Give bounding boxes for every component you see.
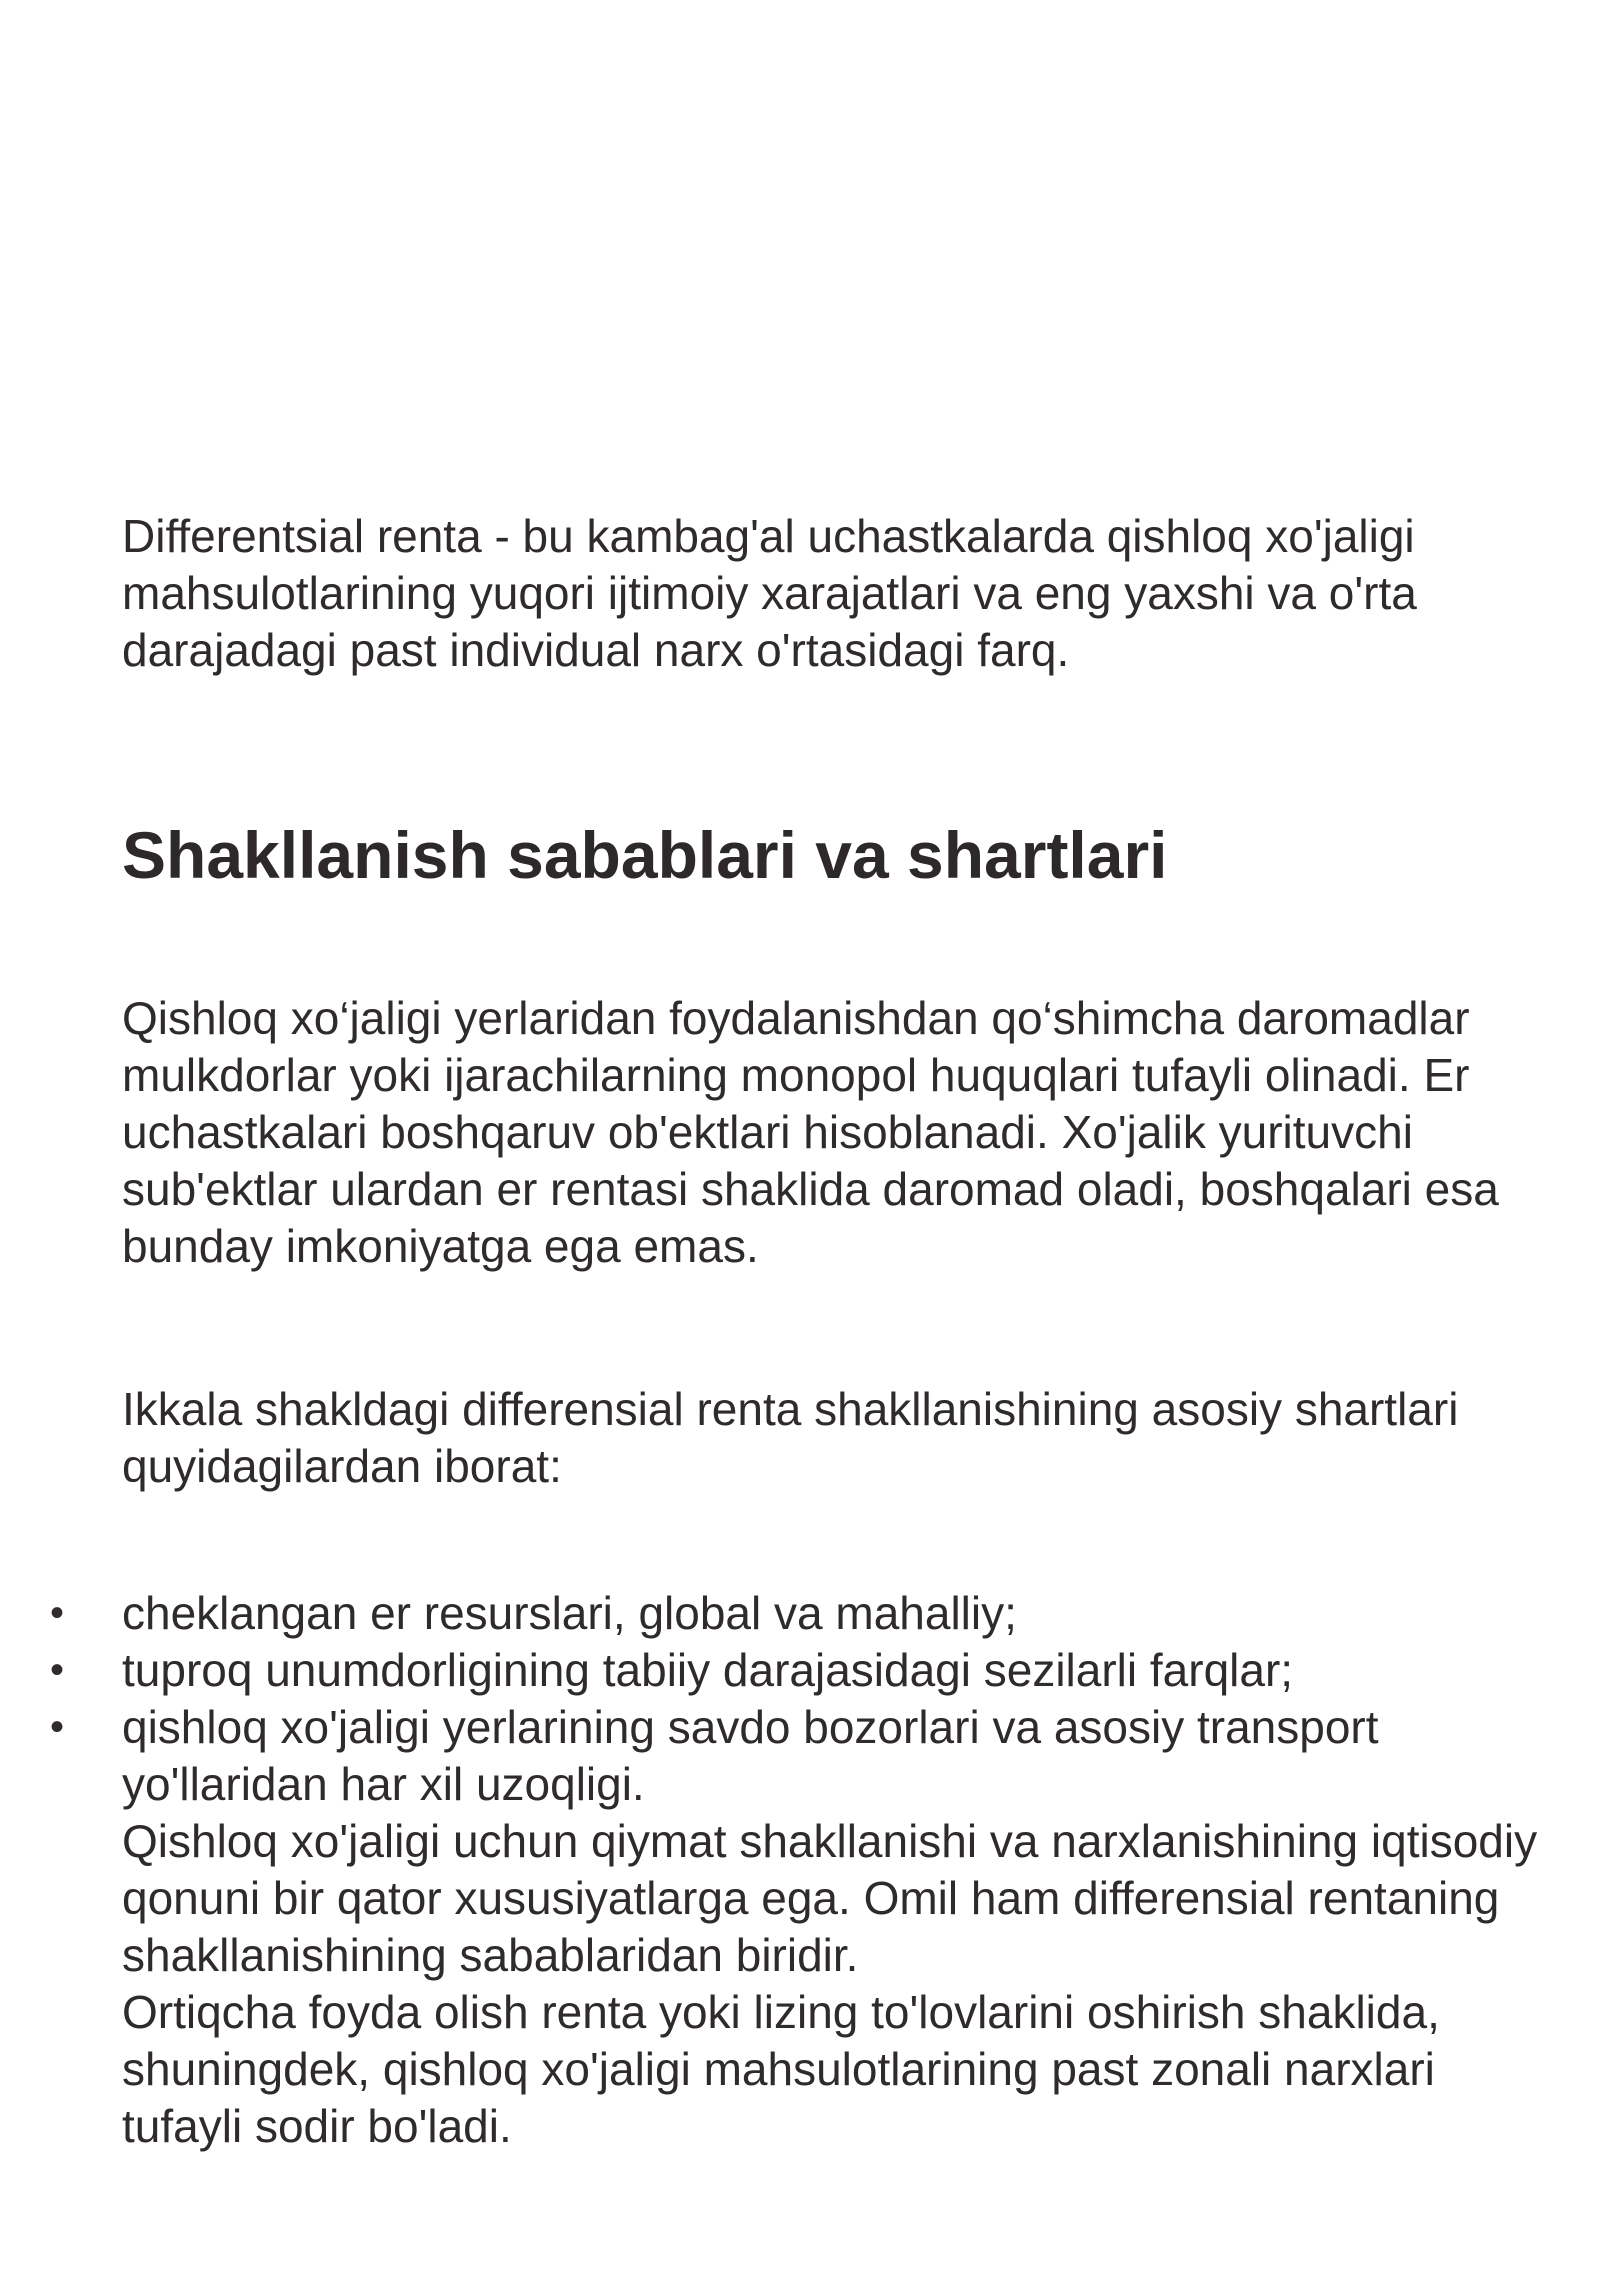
paragraph-excess-profit: Ortiqcha foyda olish renta yoki lizing to'lovlarini oshirish shaklida, shuningdek, qishloq xo'jaligi mahsulotlarining past zonali narxlari tufayli sodir bo'ladi.	[122, 1986, 1440, 2152]
paragraph-conditions-intro: Ikkala shakldagi differensial renta shakllanishining asosiy shartlari quyidagilardan iborat:	[122, 1383, 1459, 1492]
paragraph-ownership: Qishloq xo‘jaligi yerlaridan foydalanishdan qo‘shimcha daromadlar mulkdorlar yoki ijarachilarning monopol huquqlari tufayli olinadi. Er uchastkalari boshqaruv ob'ektlari hisoblanadi. Xo'jalik yurituvchi sub'ektlar ulardan er rentasi shaklida daromad oladi, boshqalari esa bunday imkoniyatga ega emas.	[122, 992, 1499, 1272]
list-item	[50, 1642, 1542, 1699]
bullet-icon: •	[50, 1705, 65, 1749]
section-heading: Shakllanish sabablari va shartlari	[122, 818, 1168, 892]
list-item-text: qishloq xo'jaligi yerlarining savdo bozorlari va asosiy transport yo'llaridan har xil uzoqligi.	[122, 1701, 1379, 1810]
paragraph-economic-law: Qishloq xo'jaligi uchun qiymat shakllanishi va narxlanishining iqtisodiy qonuni bir qator xususiyatlarga ega. Omil ham differensial rentaning shakllanishining sabablaridan biridir.	[122, 1815, 1538, 1981]
intro-paragraph: Differentsial renta - bu kambag'al uchastkalarda qishloq xo'jaligi mahsulotlarining yuqori ijtimoiy xarajatlari va eng yaxshi va o'rta darajadagi past individual narx o'rtasidagi farq.	[122, 510, 1417, 676]
conditions-list	[50, 1585, 1542, 1813]
list-item	[50, 1699, 1542, 1813]
document-body	[50, 508, 1542, 2155]
list-item-text: tuproq unumdorligining tabiiy darajasidagi sezilarli farqlar;	[122, 1644, 1294, 1696]
bullet-icon: •	[50, 1648, 65, 1692]
bullet-icon: •	[50, 1591, 65, 1635]
list-item	[50, 1585, 1542, 1642]
list-item-text: cheklangan er resurslari, global va mahalliy;	[122, 1587, 1017, 1639]
